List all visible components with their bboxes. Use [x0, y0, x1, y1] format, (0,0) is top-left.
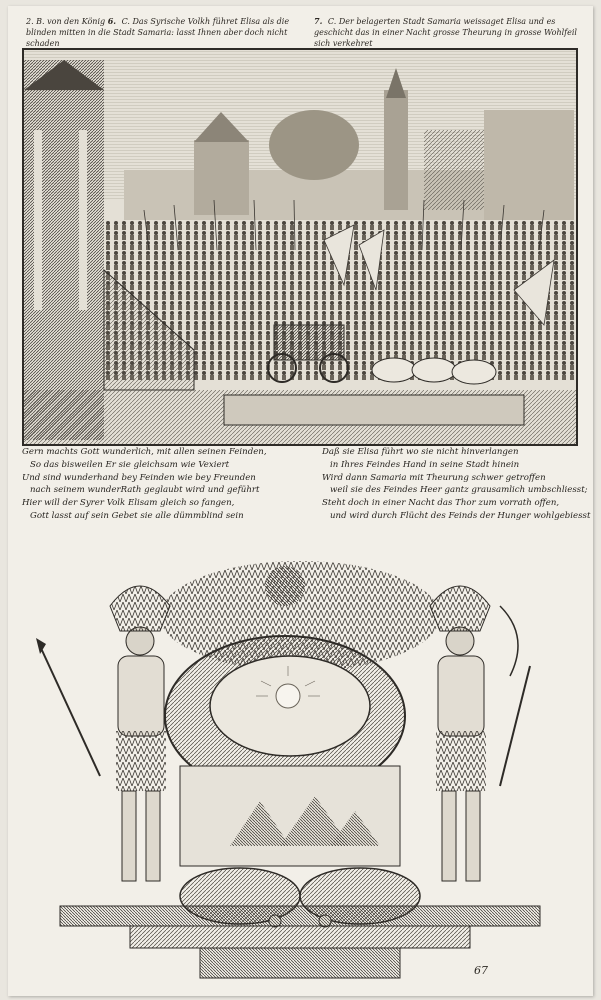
procession-scene-illustration	[24, 50, 576, 444]
cartouche-illustration	[30, 546, 570, 986]
verse-line: So das bisweilen Er sie gleichsam wie Vexiert	[30, 459, 230, 470]
verse-line: Steht doch in einer Nacht das Thor zum vorrath offen,	[322, 498, 560, 509]
verse-line: Wird dann Samaria mit Theurung schwer getroffen	[322, 472, 546, 483]
caption-right-text: C. Der belagerten Stadt Samaria weissaget Elisa und es geschicht das in einer Nacht grosse Theurung in grosse Wohlfeil sich verkehret	[314, 17, 577, 48]
verse-line: Und sind wunderhand bey Feinden wie bey Freunden	[22, 472, 256, 483]
verse-line: weil sie des Feindes Heer gantz grausamlich umbschliesst;	[330, 485, 588, 496]
top-engraving	[22, 48, 578, 446]
verse-line: Daß sie Elisa führt wo sie nicht hinverlangen	[322, 447, 519, 457]
verse-line: nach seinem wunderRath geglaubt wird und geführt	[30, 485, 260, 496]
caption-right	[314, 16, 586, 49]
verse-right	[322, 446, 592, 523]
verse-line: Gott lasst auf sein Gebet sie alle dümmblind sein	[30, 510, 244, 521]
caption-left-text: C. Das Syrische Volkh führet Elisa als die blinden mitten in die Stadt Samaria: lasst Ihnen aber doch nicht schaden	[26, 17, 290, 48]
caption-left	[26, 16, 311, 49]
verse-left	[22, 446, 307, 523]
book-page	[8, 6, 593, 996]
verse-line: Hier will der Syrer Volk Elisam gleich so fangen,	[22, 498, 235, 509]
caption-right-number: 7.	[314, 16, 323, 26]
caption-left-number: 6.	[107, 16, 117, 26]
bottom-engraving	[30, 546, 570, 986]
verse-line: Gern machts Gott wunderlich, mit allen seinen Feinden,	[22, 447, 267, 457]
page-number: 67	[474, 964, 488, 977]
verse-line: in Ihres Feindes Hand in seine Stadt hinein	[330, 459, 520, 470]
verse-line: und wird durch Flücht des Feinds der Hunger wohlgebiesst	[330, 510, 591, 521]
caption-left-prefix: 2. B. von den König	[26, 17, 106, 26]
